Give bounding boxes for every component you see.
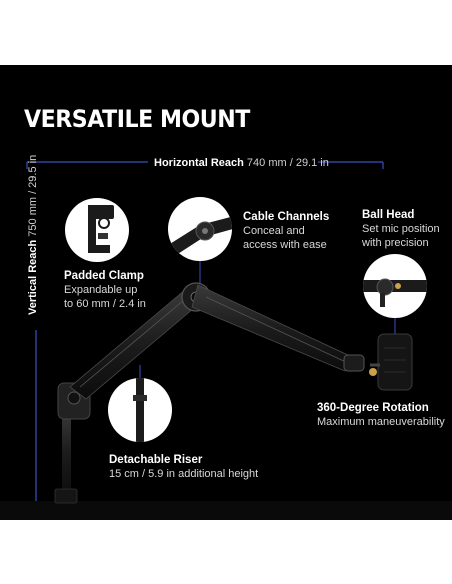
ball-head-detail-icon (360, 254, 430, 318)
vertical-reach-value: 750 mm / 29.5 in (27, 154, 39, 237)
cable-channel-detail-icon (165, 197, 240, 261)
clamp-detail-icon (65, 198, 129, 262)
page-title: VERSATILE MOUNT (24, 105, 250, 133)
feature-ball-head (362, 208, 440, 250)
feature-description: with precision (362, 237, 429, 249)
feature-title: 360-Degree Rotation (317, 402, 429, 414)
feature-title: Cable Channels (243, 211, 330, 223)
feature-description: Expandable up (64, 284, 138, 296)
riser-pole (55, 409, 77, 503)
feature-rotation (317, 401, 445, 429)
feature-cable-channels (243, 210, 329, 252)
product-banner (0, 65, 452, 520)
feature-description: access with ease (243, 239, 327, 251)
feature-description: Conceal and (243, 225, 305, 237)
vertical-reach-title: Vertical Reach (27, 239, 39, 315)
feature-title: Padded Clamp (64, 270, 144, 282)
feature-detachable-riser (109, 453, 258, 481)
feature-description: Maximum maneuverability (317, 416, 445, 428)
feature-title: Ball Head (362, 209, 415, 221)
horizontal-reach-label (154, 157, 329, 169)
feature-description: Set mic position (362, 223, 440, 235)
horizontal-reach-value: 740 mm / 29.1 in (246, 157, 329, 169)
microphone-icon (370, 334, 412, 390)
adjust-knob-icon (369, 368, 377, 376)
horizontal-reach-title: Horizontal Reach (154, 157, 244, 169)
riser-detail-icon (108, 378, 172, 442)
feature-description: to 60 mm / 2.4 in (64, 298, 146, 310)
upper-arm-segment (192, 285, 352, 371)
feature-description: 15 cm / 5.9 in additional height (109, 468, 259, 480)
vertical-reach-label (27, 155, 39, 315)
feature-title: Detachable Riser (109, 454, 203, 466)
floor-shadow (0, 501, 452, 520)
feature-padded-clamp (64, 269, 146, 311)
